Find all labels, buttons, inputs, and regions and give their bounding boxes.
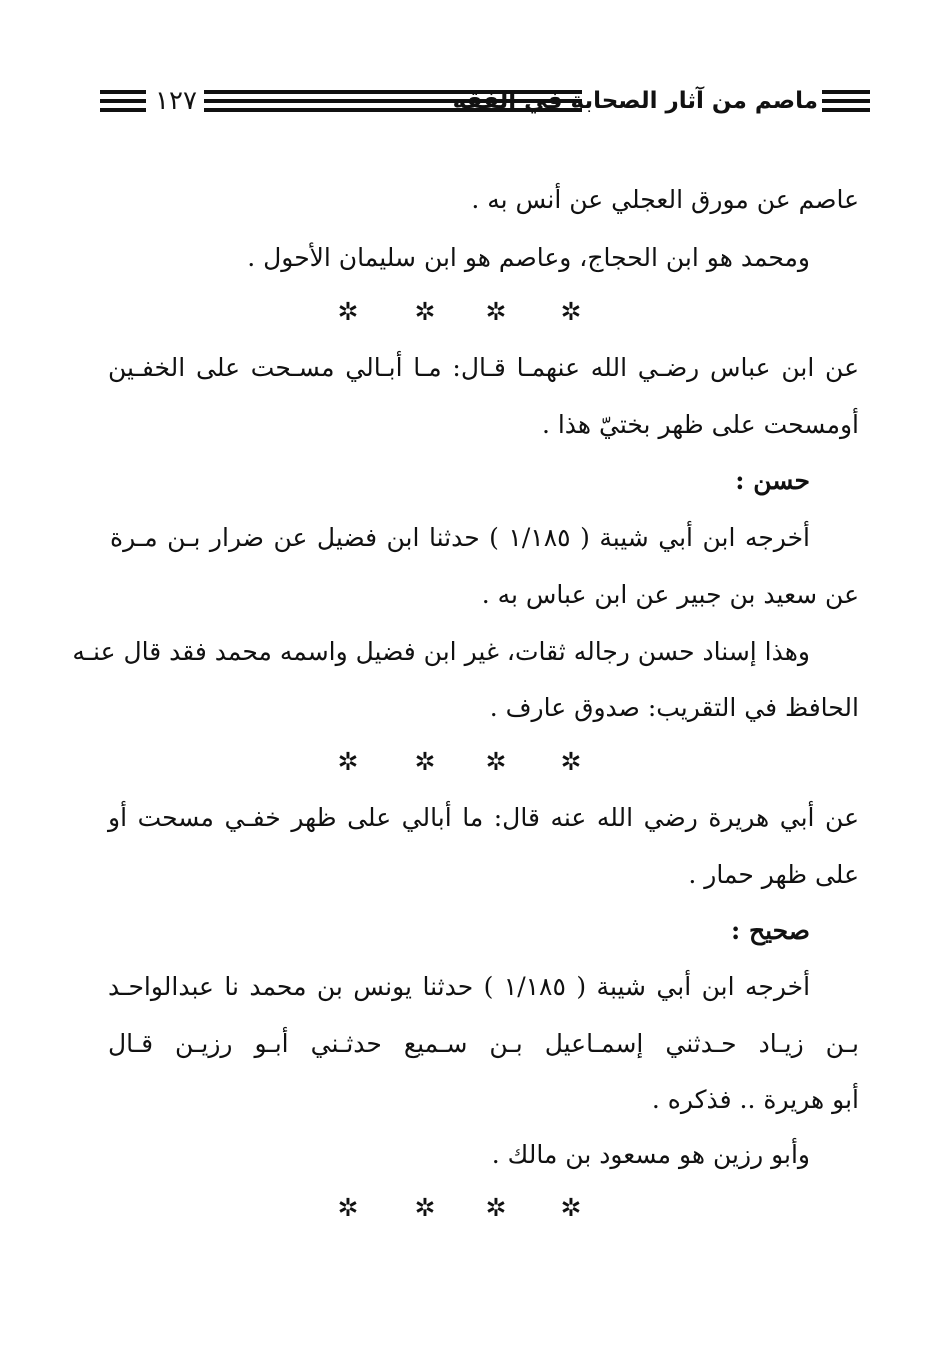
text-line: وأبو رزين هو مسعود بن مالك .	[491, 1140, 810, 1169]
separator-star-icon: ✲	[337, 297, 359, 326]
text-line: أخرجه ابن أبي شيبة ( ١/١٨٥ ) حدثنا يونس بن محمد نا عبدالواحـد	[108, 972, 811, 1001]
section-separator	[0, 292, 947, 332]
section-separator	[0, 742, 947, 782]
separator-star-icon: ✲	[560, 1193, 582, 1222]
hadith-grade: صحيح :	[731, 916, 810, 945]
text-line: أومسحت على ظهر بختيّ هذا .	[541, 410, 859, 439]
text-line: بـن زيـاد حـدثني إسمـاعيل بـن سـميع حدثـني أبـو رزيـن قـال	[108, 1029, 859, 1058]
header-rule-right	[822, 90, 870, 114]
separator-star-icon: ✲	[414, 297, 436, 326]
running-header	[100, 80, 870, 124]
separator-star-icon: ✲	[485, 1193, 507, 1222]
hadith-grade: حسن :	[735, 466, 810, 495]
book-title: ماصم من آثار الصحابة في الفقه	[452, 88, 818, 114]
separator-star-icon: ✲	[337, 1193, 359, 1222]
separator-star-icon: ✲	[560, 747, 582, 776]
text-line: ومحمد هو ابن الحجاج، وعاصم هو ابن سليمان الأحول .	[247, 243, 810, 272]
text-line: أخرجه ابن أبي شيبة ( ١/١٨٥ ) حدثنا ابن فضيل عن ضرار بـن مـرة	[110, 523, 810, 552]
section-separator	[0, 1188, 947, 1228]
text-line: أبو هريرة .. فذكره .	[651, 1085, 859, 1114]
page-number: ١٢٧	[155, 86, 197, 116]
text-line: على ظهر حمار .	[688, 860, 859, 889]
separator-star-icon: ✲	[414, 1193, 436, 1222]
separator-star-icon: ✲	[485, 747, 507, 776]
separator-star-icon: ✲	[414, 747, 436, 776]
separator-star-icon: ✲	[485, 297, 507, 326]
text-line: عاصم عن مورق العجلي عن أنس به .	[471, 185, 859, 214]
header-rule-left	[100, 90, 146, 114]
text-line: الحافظ في التقريب: صدوق عارف .	[489, 693, 859, 722]
separator-star-icon: ✲	[560, 297, 582, 326]
text-line: عن أبي هريرة رضي الله عنه قال: ما أبالي على ظهر خفـي مسحت أو	[108, 803, 859, 832]
text-line: عن سعيد بن جبير عن ابن عباس به .	[481, 580, 859, 609]
text-line: عن ابن عباس رضـي الله عنهمـا قـال: مـا أبـالي مسـحت على الخفـين	[108, 353, 859, 382]
separator-star-icon: ✲	[337, 747, 359, 776]
text-line: وهذا إسناد حسن رجاله ثقات، غير ابن فضيل واسمه محمد فقد قال عنـه	[72, 637, 810, 666]
